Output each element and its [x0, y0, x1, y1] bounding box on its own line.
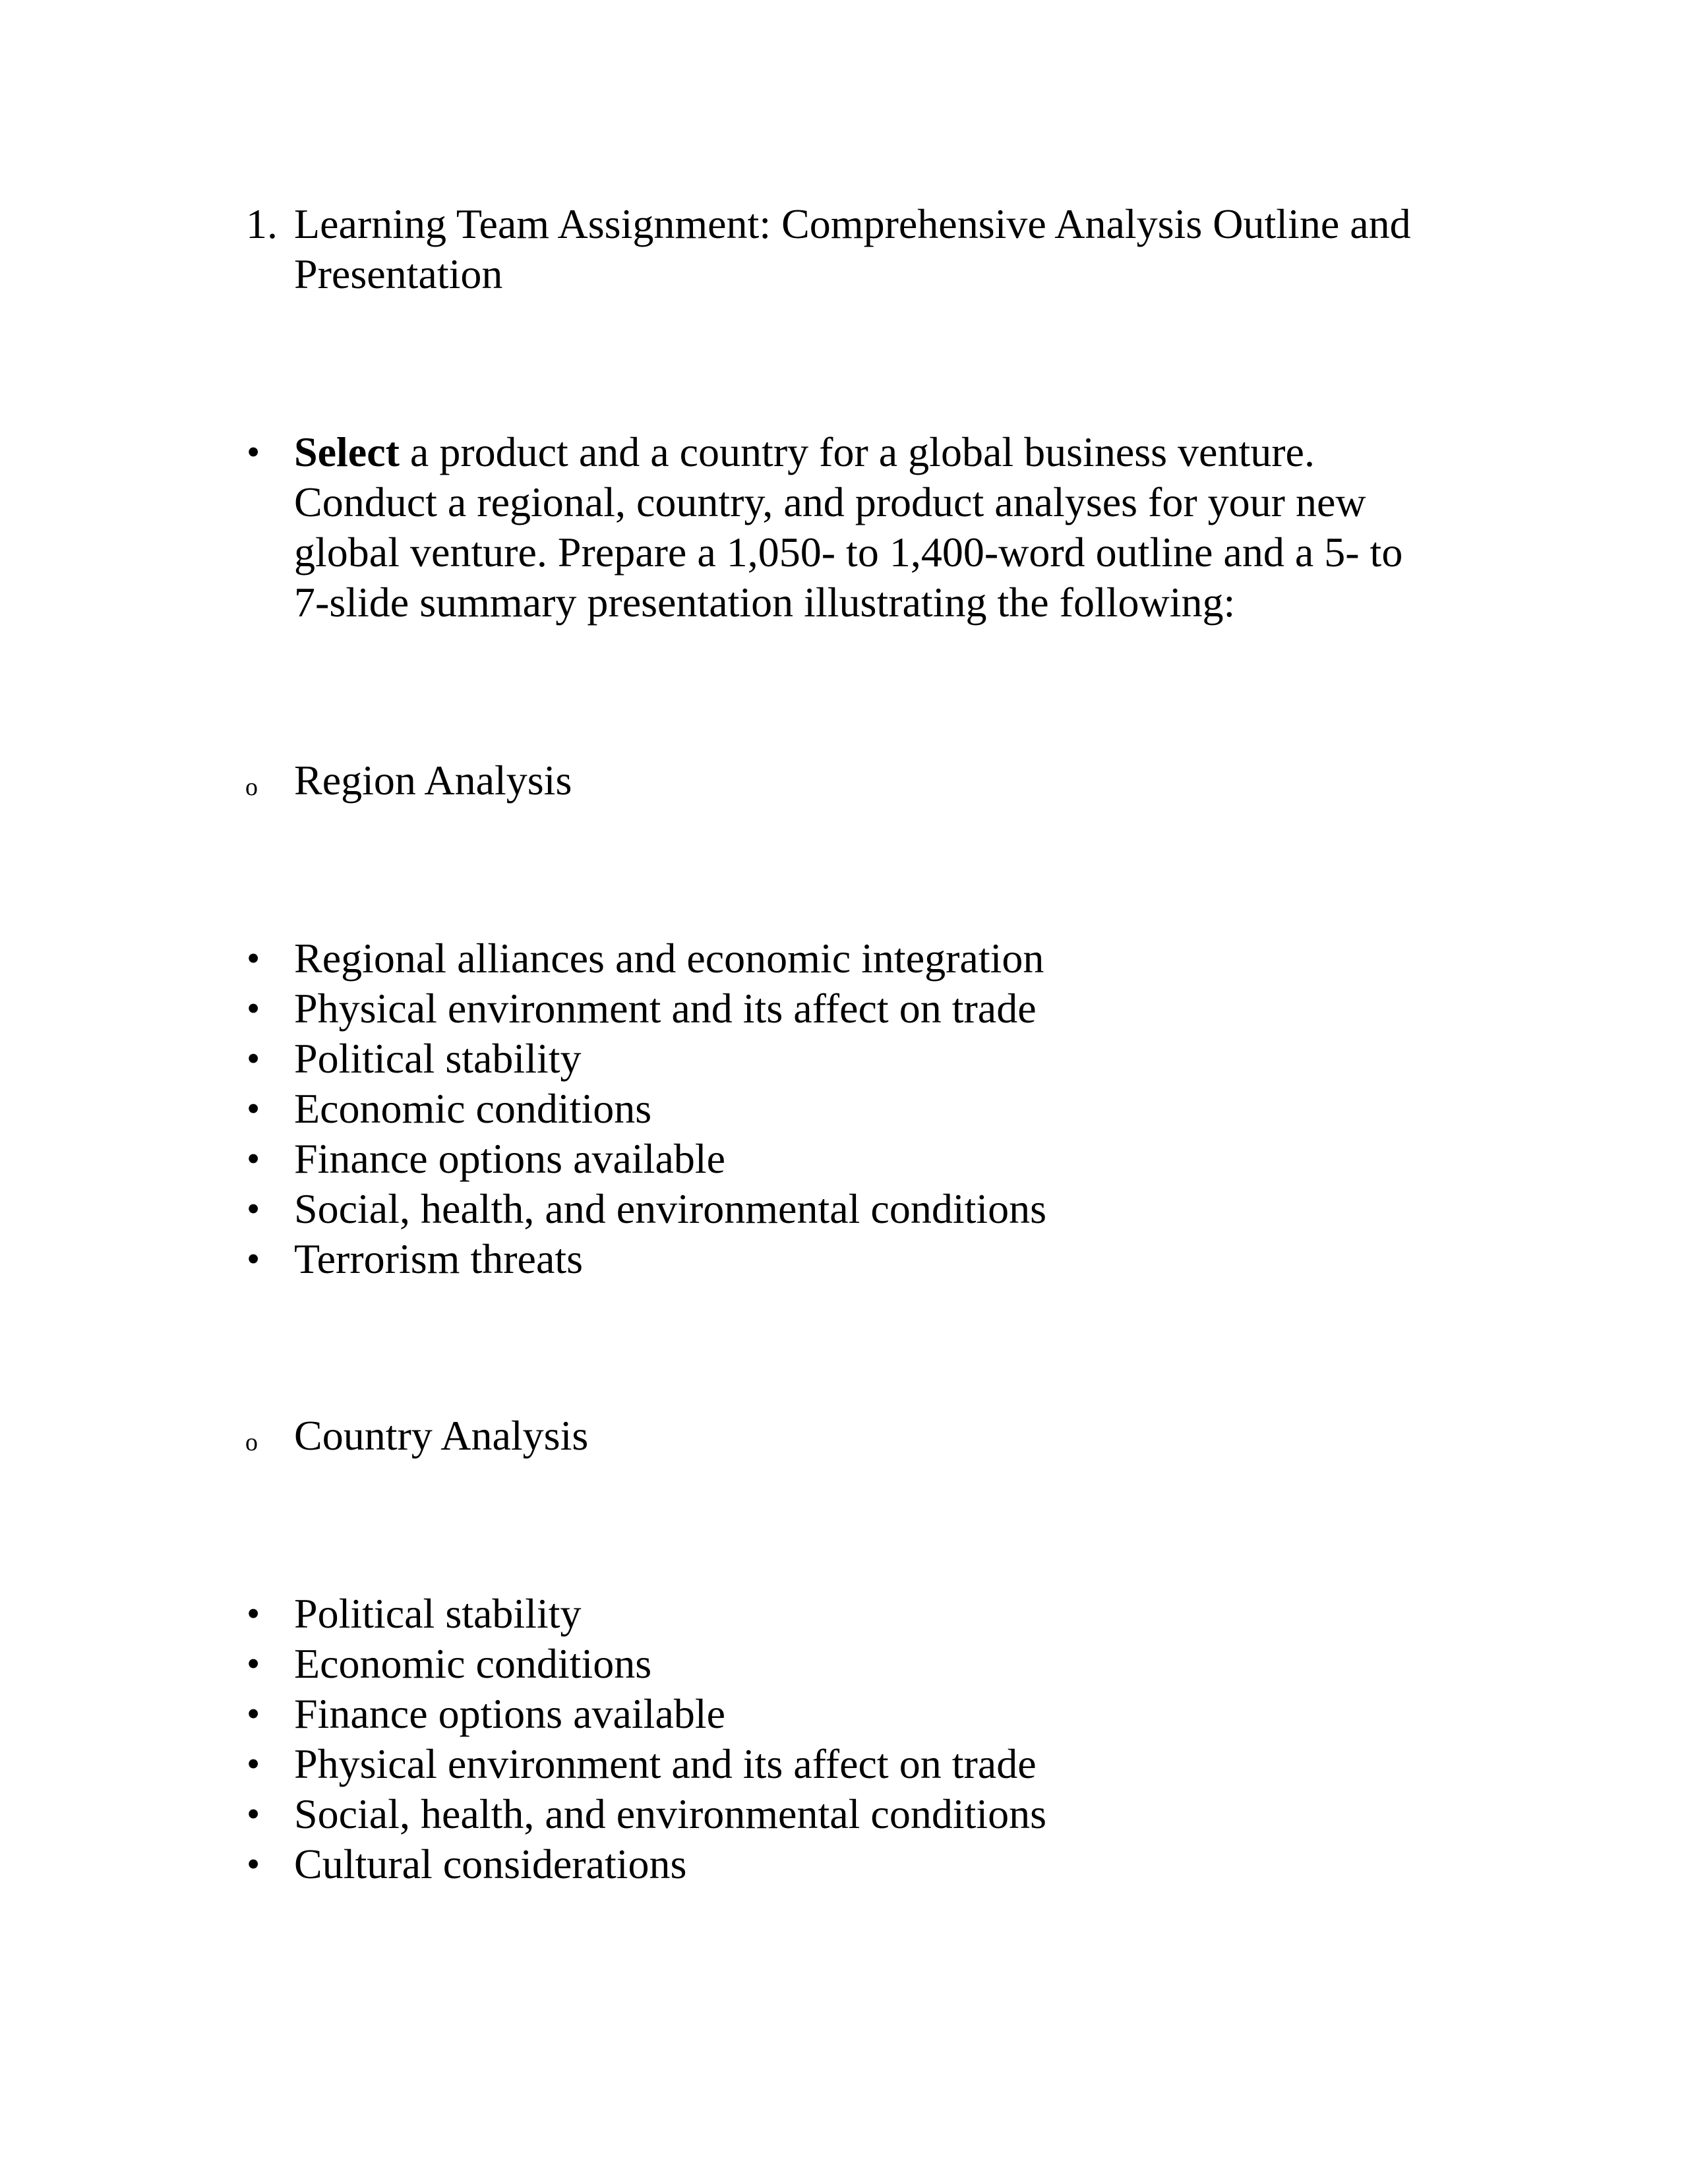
list-item-text: Finance options available	[294, 1690, 726, 1737]
circle-bullet-icon: o	[245, 1429, 258, 1456]
heading-text-continued: Presentation	[294, 251, 503, 297]
bullet-icon: •	[247, 987, 260, 1030]
list-item-text: Social, health, and environmental conditions	[294, 1790, 1047, 1837]
list-number: 1.	[246, 200, 278, 247]
instruction-text	[294, 427, 1315, 477]
list-item-text: Economic conditions	[294, 1085, 652, 1132]
list-item-text: Social, health, and environmental conditions	[294, 1185, 1047, 1232]
list-item-text: Cultural considerations	[294, 1841, 687, 1887]
bullet-icon: •	[247, 1037, 260, 1080]
instruction-bold-word: Select	[294, 428, 400, 475]
bullet-icon: •	[247, 1237, 260, 1280]
bullet-icon: •	[247, 1792, 260, 1835]
list-item-text: Political stability	[294, 1035, 582, 1082]
bullet-icon: •	[247, 430, 260, 473]
bullet-icon: •	[247, 937, 260, 980]
list-item-text: Regional alliances and economic integration	[294, 935, 1044, 982]
bullet-icon: •	[247, 1843, 260, 1885]
bullet-icon: •	[247, 1137, 260, 1180]
instruction-text: 7-slide summary presentation illustrating the following:	[294, 579, 1236, 626]
instruction-text: Conduct a regional, country, and product analyses for your new	[294, 479, 1366, 525]
bullet-icon: •	[247, 1642, 260, 1685]
list-item-text: Physical environment and its affect on trade	[294, 985, 1037, 1032]
section-title: Region Analysis	[294, 757, 572, 804]
list-item-text: Finance options available	[294, 1135, 726, 1182]
list-item-text: Terrorism threats	[294, 1235, 584, 1282]
bullet-icon: •	[247, 1187, 260, 1230]
bullet-icon: •	[247, 1742, 260, 1785]
circle-bullet-icon: o	[245, 773, 258, 801]
list-item-text: Physical environment and its affect on trade	[294, 1740, 1037, 1787]
heading-text: Learning Team Assignment: Comprehensive Analysis Outline and	[294, 200, 1411, 247]
bullet-icon: •	[247, 1087, 260, 1130]
list-item-text: Political stability	[294, 1590, 582, 1637]
list-item-text: Economic conditions	[294, 1640, 652, 1687]
instruction-text: global venture. Prepare a 1,050- to 1,400-word outline and a 5- to	[294, 529, 1403, 576]
section-title: Country Analysis	[294, 1412, 589, 1459]
bullet-icon: •	[247, 1692, 260, 1735]
instruction-rest: a product and a country for a global business venture.	[399, 428, 1315, 475]
bullet-icon: •	[247, 1592, 260, 1635]
